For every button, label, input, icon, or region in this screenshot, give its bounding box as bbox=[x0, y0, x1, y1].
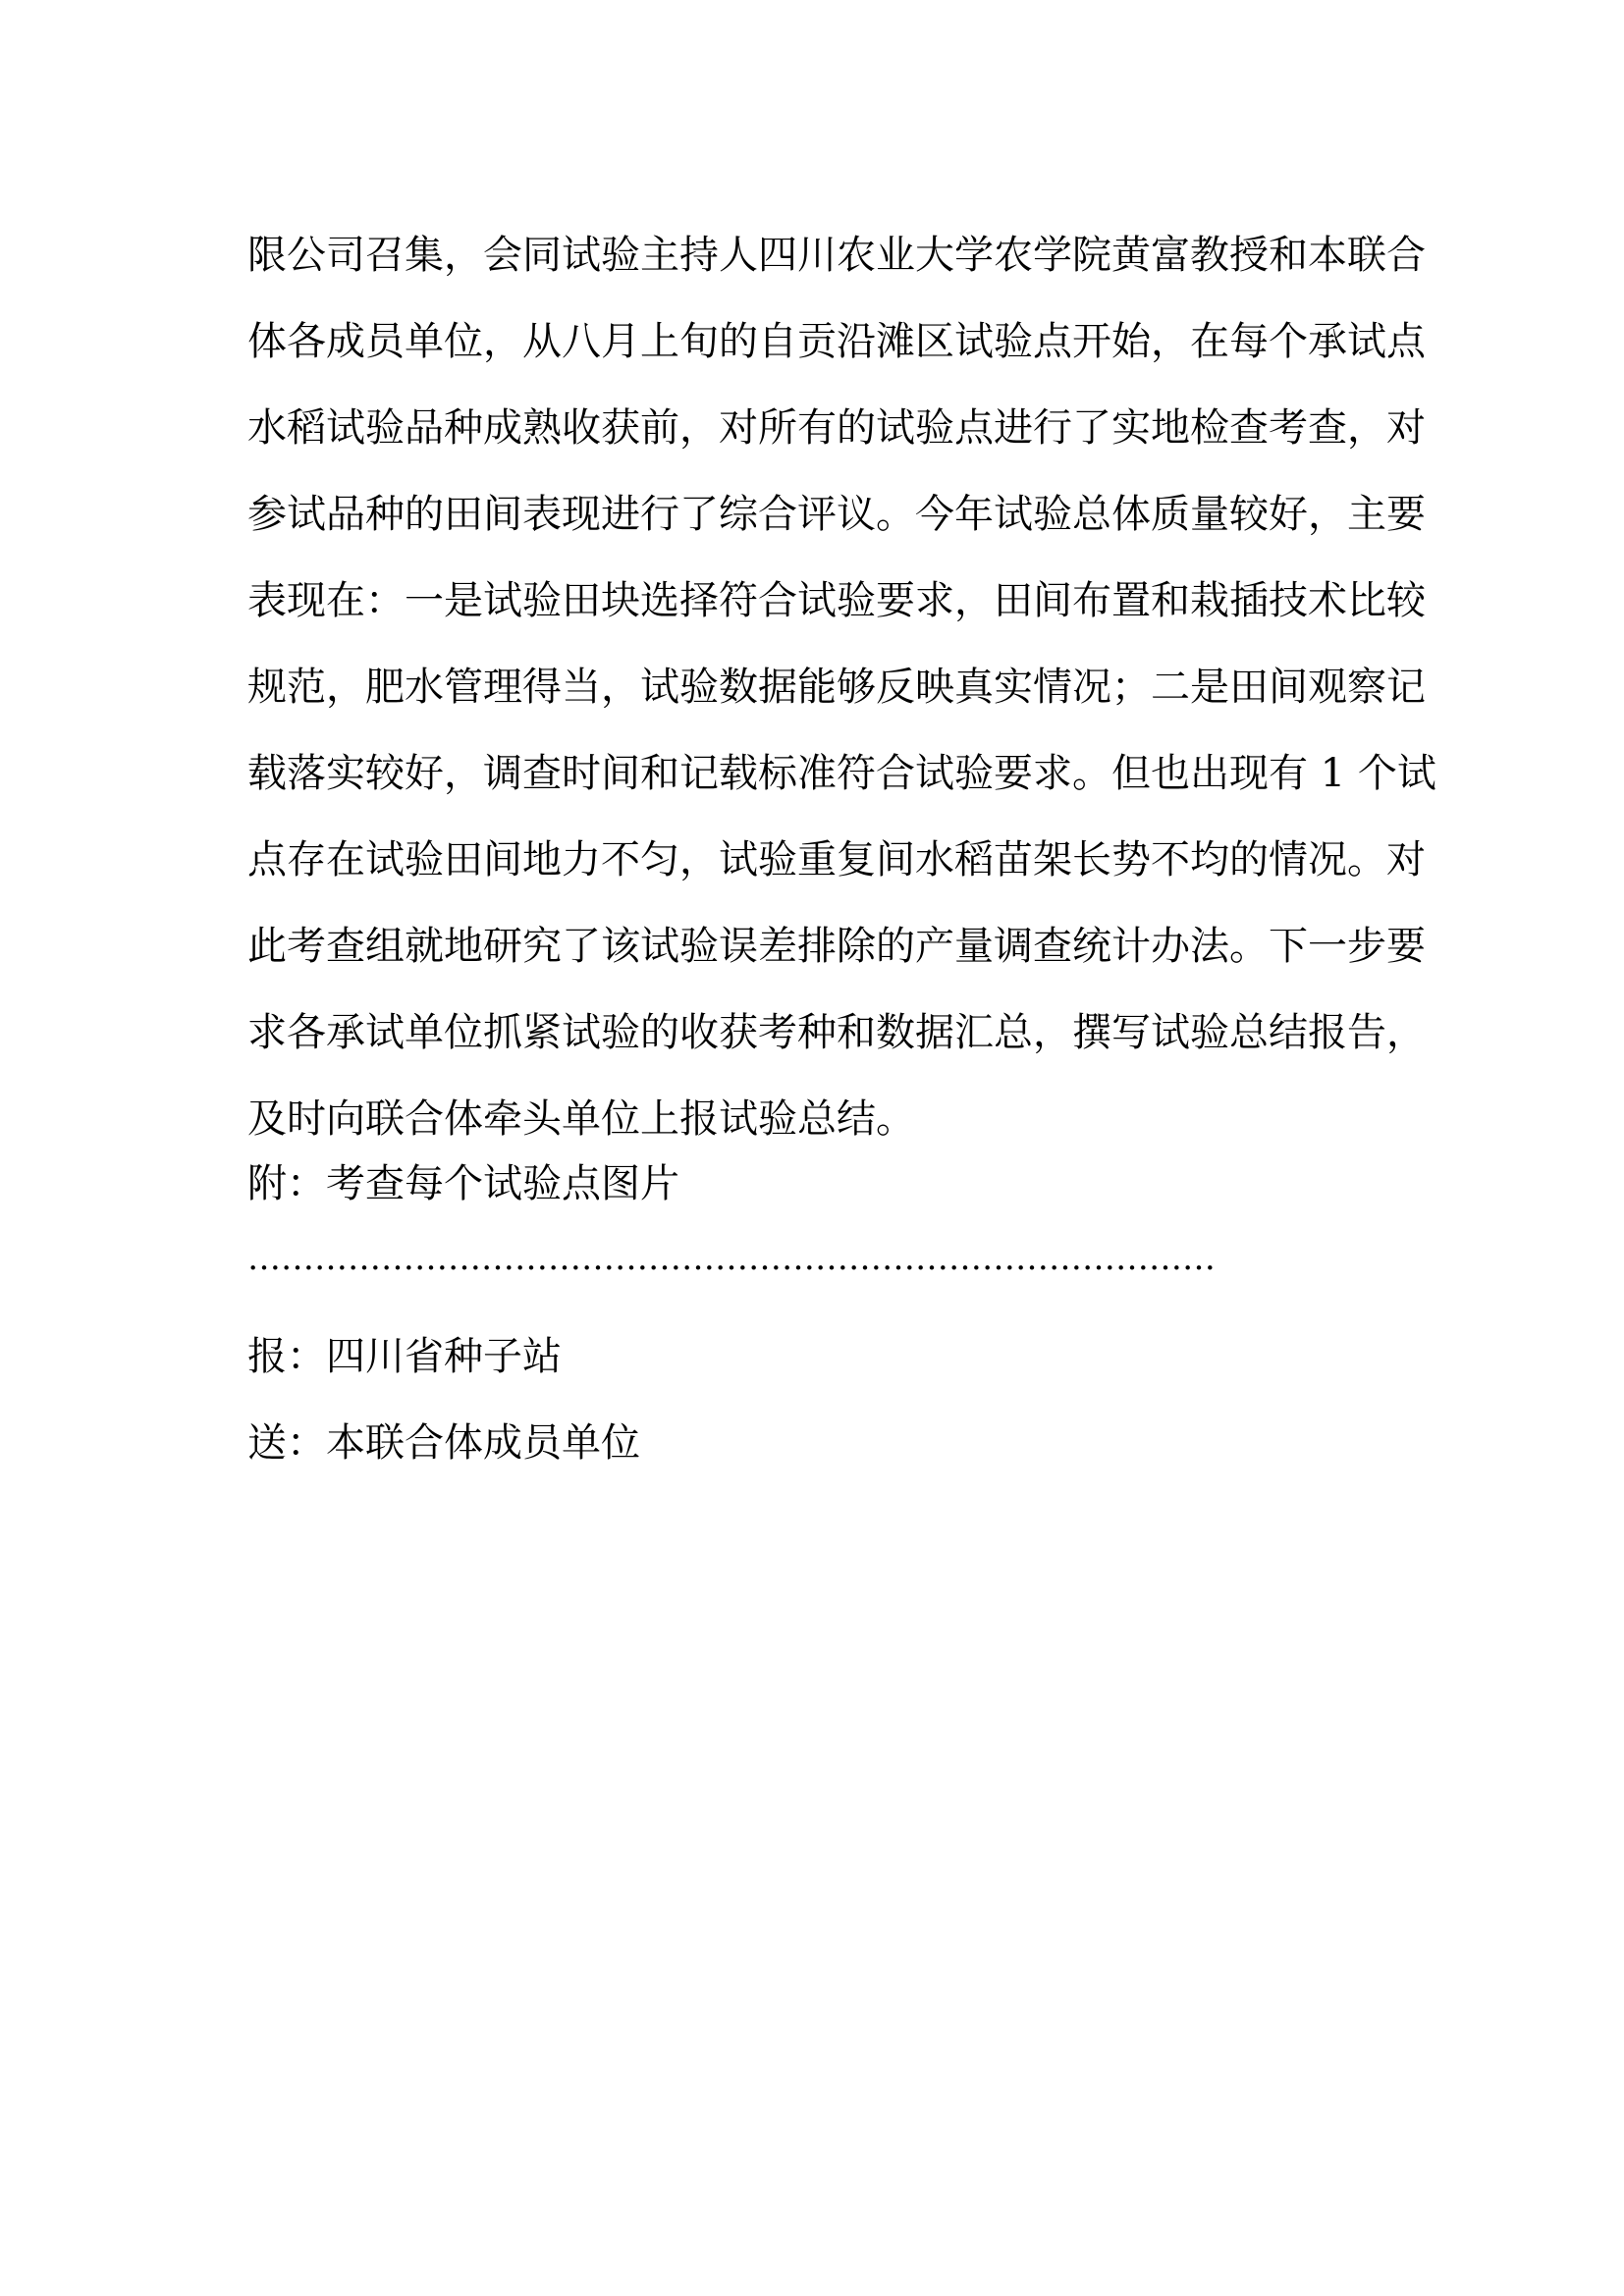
paragraph-line: 体各成员单位，从八月上旬的自贡沿滩区试验点开始，在每个承试点 bbox=[247, 319, 1426, 364]
report-to-line: 报：四川省种子站 bbox=[247, 1334, 562, 1379]
paragraph-line: 水稻试验品种成熟收获前，对所有的试验点进行了实地检查考查，对 bbox=[247, 405, 1426, 451]
paragraph-line: 及时向联合体牵头单位上报试验总结。 bbox=[247, 1096, 915, 1142]
send-to-line: 送：本联合体成员单位 bbox=[247, 1420, 640, 1466]
paragraph-line: 求各承试单位抓紧试验的收获考种和数据汇总，撰写试验总结报告， bbox=[247, 1010, 1426, 1055]
paragraph-line: 点存在试验田间地力不匀，试验重复间水稻苗架长势不均的情况。对 bbox=[247, 837, 1426, 882]
attachment-note: 附：考查每个试验点图片 bbox=[247, 1161, 679, 1206]
paragraph-line: 规范，肥水管理得当，试验数据能够反映真实情况；二是田间观察记 bbox=[247, 665, 1426, 710]
paragraph-line: 表现在：一是试验田块选择符合试验要求，田间布置和栽插技术比较 bbox=[247, 578, 1426, 623]
paragraph-line: 此考查组就地研究了该试验误差排除的产量调查统计办法。下一步要 bbox=[247, 924, 1426, 969]
paragraph-line: 限公司召集，会同试验主持人四川农业大学农学院黄富教授和本联合 bbox=[247, 233, 1426, 278]
paragraph-line: 参试品种的田间表现进行了综合评议。今年试验总体质量较好，主要 bbox=[247, 492, 1426, 537]
dotted-separator: …………………………………………………………………………… bbox=[247, 1239, 1216, 1278]
paragraph-line: 载落实较好，调查时间和记载标准符合试验要求。但也出现有 1 个试 bbox=[247, 751, 1436, 796]
